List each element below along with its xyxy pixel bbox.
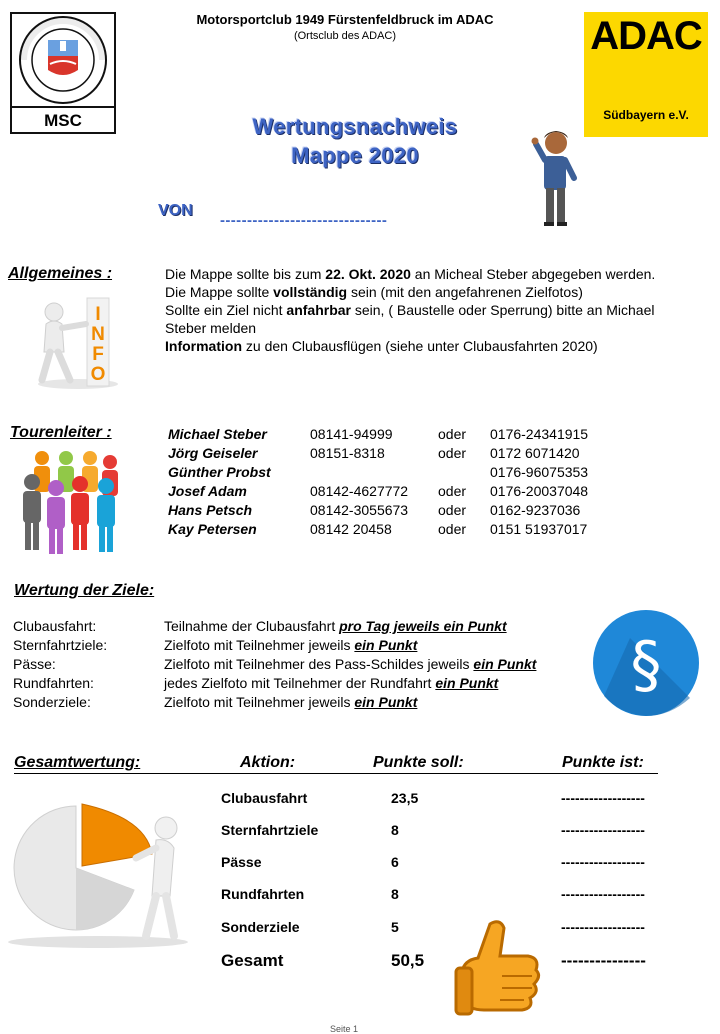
gesamt-total-row xyxy=(221,951,661,971)
leader-name: Jörg Geiseler xyxy=(168,445,258,461)
col-ist-heading: Punkte ist: xyxy=(562,754,644,771)
page-title xyxy=(180,112,530,170)
col-aktion-heading: Aktion: xyxy=(240,754,296,771)
von-line: ------------------------------- xyxy=(220,212,388,229)
allgemeines-heading: Allgemeines : xyxy=(8,265,113,282)
soll-cell: 8 xyxy=(391,886,399,902)
soll-cell: 8 xyxy=(391,822,399,838)
wertung-row xyxy=(13,675,613,694)
page-footer: Seite 1 xyxy=(330,1024,359,1034)
ist-cell: ------------------ xyxy=(561,919,645,935)
text-span: zu den Clubausflügen (siehe unter Clubausfahrten 2020) xyxy=(242,338,598,354)
gesamtwertung-rule xyxy=(14,773,658,774)
adac-logo-text: ADAC xyxy=(590,14,702,58)
leader-phone: 08142-3055673 xyxy=(310,502,409,518)
ist-cell: ------------------ xyxy=(561,886,645,902)
text-span: jedes Zielfoto mit Teilnehmer der Rundfahrt xyxy=(164,675,436,691)
soll-cell: 23,5 xyxy=(391,790,419,806)
info-figure-icon xyxy=(30,294,136,390)
wertung-label: Rundfahrten: xyxy=(13,675,94,691)
leader-name: Josef Adam xyxy=(168,483,247,499)
ist-cell: ------------------ xyxy=(561,790,645,806)
oder-label: oder xyxy=(438,426,467,442)
ist-cell: ------------------ xyxy=(561,854,645,870)
points-emphasis: ein Punkt xyxy=(354,694,418,710)
points-emphasis: ein Punkt xyxy=(473,656,537,672)
leader-mobile: 0176-20037048 xyxy=(490,483,589,499)
leader-phone: 08142-4627772 xyxy=(310,483,409,499)
wertung-heading: Wertung der Ziele: xyxy=(14,582,155,599)
allgemeines-paragraph-1 xyxy=(165,265,685,283)
total-label: Gesamt xyxy=(221,951,284,970)
gesamt-row xyxy=(221,919,661,939)
wertung-row xyxy=(13,656,613,675)
leader-mobile: 0151 51937017 xyxy=(490,521,588,537)
text-span: Die Mappe sollte bis zum xyxy=(165,266,326,282)
text-span: an Micheal Steber abgegeben werden. xyxy=(410,266,656,282)
paragraph-symbol: § xyxy=(630,628,662,701)
emphasis: anfahrbar xyxy=(286,302,351,318)
leader-phone: 08142 20458 xyxy=(310,521,392,537)
soll-cell: 5 xyxy=(391,919,399,935)
wertung-label: Clubausfahrt: xyxy=(13,618,97,634)
title-line-2: Mappe 2020 xyxy=(291,143,419,168)
wertung-label: Sonderziele: xyxy=(13,694,91,710)
allgemeines-paragraph-2 xyxy=(165,283,685,301)
wertung-desc xyxy=(164,618,507,634)
aktion-cell: Clubausfahrt xyxy=(221,790,308,806)
wertung-row xyxy=(13,637,613,656)
aktion-cell: Sonderziele xyxy=(221,919,300,935)
tourenleiter-row xyxy=(168,502,628,521)
paragraph-icon xyxy=(590,608,702,718)
leader-name: Günther Probst xyxy=(168,464,271,480)
von-label: VON xyxy=(158,202,193,219)
emphasis: vollständig xyxy=(273,284,348,300)
svg-text:F: F xyxy=(92,344,104,365)
points-emphasis: ein Punkt xyxy=(435,675,499,691)
leader-name: Kay Petersen xyxy=(168,521,257,537)
text-span: Die Mappe sollte xyxy=(165,284,274,300)
svg-text:O: O xyxy=(90,364,106,385)
total-soll: 50,5 xyxy=(391,951,425,970)
wertung-label: Pässe: xyxy=(13,656,56,672)
gesamt-row xyxy=(221,822,661,842)
oder-label: oder xyxy=(438,445,467,461)
wertung-desc xyxy=(164,656,536,672)
aktion-cell: Sternfahrtziele xyxy=(221,822,319,838)
total-ist: --------------- xyxy=(561,951,646,970)
text-span: sein (mit den angefahrenen Zielfotos) xyxy=(347,284,583,300)
col-soll-heading: Punkte soll: xyxy=(373,754,464,771)
wertung-desc xyxy=(164,694,417,710)
group-people-icon xyxy=(14,448,126,558)
club-subtitle: (Ortsclub des ADAC) xyxy=(293,30,397,42)
wertung-desc xyxy=(164,637,417,653)
tourenleiter-row xyxy=(168,445,628,464)
tourenleiter-row xyxy=(168,483,628,502)
leader-mobile: 0176-96075353 xyxy=(490,464,589,480)
leader-mobile: 0172 6071420 xyxy=(490,445,580,461)
allgemeines-paragraph-3 xyxy=(165,301,685,337)
aktion-cell: Pässe xyxy=(221,854,262,870)
ist-cell: ------------------ xyxy=(561,822,645,838)
person-illustration-icon xyxy=(528,126,584,228)
oder-label: oder xyxy=(438,502,467,518)
wertung-label: Sternfahrtziele: xyxy=(13,637,108,653)
tourenleiter-row xyxy=(168,521,628,540)
title-line-1: Wertungsnachweis xyxy=(252,114,458,139)
leader-mobile: 0162-9237036 xyxy=(490,502,581,518)
wertung-desc xyxy=(164,675,498,691)
tourenleiter-row xyxy=(168,464,628,483)
leader-mobile: 0176-24341915 xyxy=(490,426,589,442)
soll-cell: 6 xyxy=(391,854,399,870)
leader-phone: 08151-8318 xyxy=(310,445,385,461)
oder-label: oder xyxy=(438,483,467,499)
wertung-row xyxy=(13,618,613,637)
text-span: Sollte ein Ziel nicht xyxy=(165,302,287,318)
points-emphasis: ein Punkt xyxy=(354,637,418,653)
leader-name: Hans Petsch xyxy=(168,502,253,518)
gesamt-row xyxy=(221,886,661,906)
adac-logo-sub: Südbayern e.V. xyxy=(603,108,689,122)
allgemeines-paragraph-4 xyxy=(165,337,685,355)
leader-phone: 08141-94999 xyxy=(310,426,393,442)
svg-text:N: N xyxy=(91,324,105,345)
allgemeines-text xyxy=(165,265,685,355)
gesamt-row xyxy=(221,790,661,810)
text-span: sein, ( Baustelle oder Sperrung) bitte an Michael Steber melden xyxy=(165,302,655,336)
text-span: Teilnahme der Clubausfahrt xyxy=(164,618,340,634)
aktion-cell: Rundfahrten xyxy=(221,886,305,902)
emphasis: Information xyxy=(165,338,242,354)
text-span: Zielfoto mit Teilnehmer jeweils xyxy=(164,637,355,653)
thumbs-up-icon xyxy=(454,916,544,1028)
msc-logo-label: MSC xyxy=(10,106,116,134)
club-title: Motorsportclub 1949 Fürstenfeldbruck im ADAC xyxy=(196,12,494,27)
deadline-date: 22. Okt. 2020 xyxy=(325,266,411,282)
tourenleiter-heading: Tourenleiter : xyxy=(10,424,112,441)
gesamtwertung-heading: Gesamtwertung: xyxy=(14,754,141,771)
pie-figure-icon xyxy=(6,798,194,950)
text-span: Zielfoto mit Teilnehmer des Pass-Schildes jeweils xyxy=(164,656,474,672)
points-emphasis: pro Tag jeweils ein Punkt xyxy=(339,618,507,634)
wertung-row xyxy=(13,694,613,713)
svg-text:I: I xyxy=(95,304,101,325)
leader-name: Michael Steber xyxy=(168,426,267,442)
msc-emblem-icon xyxy=(14,14,112,106)
tourenleiter-row xyxy=(168,426,628,445)
text-span: Zielfoto mit Teilnehmer jeweils xyxy=(164,694,355,710)
oder-label: oder xyxy=(438,521,467,537)
gesamt-row xyxy=(221,854,661,874)
